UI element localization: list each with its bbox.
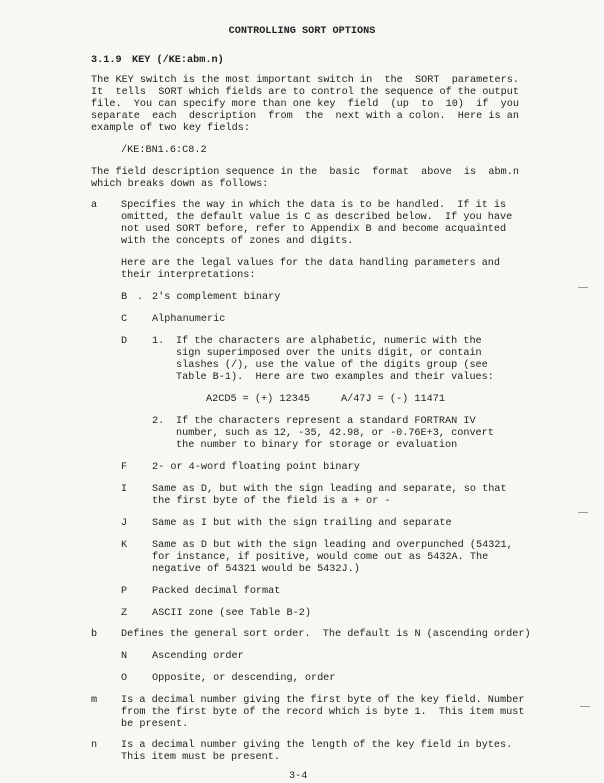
text-line: Table B-1). Here are two examples and their values: — [176, 372, 494, 383]
item-number: 1. — [152, 336, 165, 347]
text-line: for instance, if positive, would come out as 5432A. The — [152, 552, 489, 563]
value-code: C — [121, 314, 128, 325]
example-value: A2CD5 = (+) 12345 — [206, 394, 310, 405]
value-code: O — [121, 673, 128, 684]
text-line: Is a decimal number giving the length of the key field in bytes. — [121, 740, 513, 751]
text-line: sign superimposed over the units digit, or contain — [176, 348, 482, 359]
value-code: J — [121, 518, 128, 529]
text-line: from the first byte of the record which is byte 1. This item must — [121, 707, 525, 718]
value-code: P — [121, 586, 128, 597]
text-line: Here are the legal values for the data handling parameters and — [121, 258, 501, 269]
text-line: Defines the general sort order. The default is N (ascending order) — [121, 629, 531, 640]
scan-mark — [578, 287, 588, 288]
text-line: negative of 54321 would be 5432J.) — [152, 564, 360, 575]
text-line: This item must be present. — [121, 752, 280, 763]
text-line: example of two key fields: — [91, 123, 250, 134]
example-value: A/47J = (-) 11471 — [341, 394, 445, 405]
value-text: 2- or 4-word floating point binary — [152, 462, 360, 473]
text-line: If the characters represent a standard FORTRAN IV — [176, 416, 476, 427]
text-line: with the concepts of zones and digits. — [121, 236, 354, 247]
value-code: Z — [121, 608, 128, 619]
value-text: ASCII zone (see Table B-2) — [152, 608, 311, 619]
text-line: be present. — [121, 719, 189, 730]
section-number: 3.1.9 — [91, 55, 122, 66]
example-code: /KE:BN1.6:C8.2 — [121, 145, 207, 156]
text-line: If the characters are alphabetic, numeric with the — [176, 336, 482, 347]
item-number: 2. — [152, 416, 165, 427]
text-line: the first byte of the field is a + or - — [152, 496, 391, 507]
text-line: The KEY switch is the most important switch in the SORT parameters. — [91, 75, 519, 86]
text-line: Is a decimal number giving the first byte of the key field. Number — [121, 695, 525, 706]
value-code: F — [121, 462, 128, 473]
value-text: Opposite, or descending, order — [152, 673, 336, 684]
param-label: a — [91, 200, 98, 211]
text-line: Same as D, but with the sign leading and separate, so that — [152, 484, 507, 495]
value-text: Same as I but with the sign trailing and separate — [152, 518, 452, 529]
value-text: Ascending order — [152, 651, 244, 662]
page-number: 3-4 — [289, 771, 308, 782]
value-text: Packed decimal format — [152, 586, 281, 597]
param-label: n — [91, 740, 98, 751]
value-text: 2's complement binary — [152, 292, 281, 303]
param-label: m — [91, 695, 98, 706]
text-line: their interpretations: — [121, 270, 256, 281]
page-title: CONTROLLING SORT OPTIONS — [228, 26, 376, 37]
text-line: omitted, the default value is C as described below. If you have — [121, 212, 513, 223]
value-code: D — [121, 336, 128, 347]
text-line: the number to binary for storage or evaluation — [176, 440, 458, 451]
text-line: not used SORT before, refer to Appendix B and become acquainted — [121, 224, 507, 235]
text-line: which breaks down as follows: — [91, 179, 269, 190]
value-dot: . — [137, 292, 144, 303]
text-line: The field description sequence in the basic format above is abm.n — [91, 167, 519, 178]
value-code: I — [121, 484, 128, 495]
text-line: number, such as 12, -35, 42.98, or -0.76E+3, convert — [176, 428, 494, 439]
value-code: K — [121, 540, 128, 551]
section-heading: KEY (/KE:abm.n) — [132, 55, 224, 66]
text-line: separate each description from the next with a colon. Here is an — [91, 111, 519, 122]
value-code: N — [121, 651, 128, 662]
scan-mark — [578, 512, 588, 513]
text-line: file. You can specify more than one key field (up to 10) if you — [91, 99, 519, 110]
value-text: Alphanumeric — [152, 314, 226, 325]
text-line: slashes (/), use the value of the digits group (see — [176, 360, 488, 371]
scan-mark — [580, 706, 590, 707]
text-line: Specifies the way in which the data is to be handled. If it is — [121, 200, 507, 211]
param-label: b — [91, 629, 98, 640]
value-code: B — [121, 292, 128, 303]
text-line: It tells SORT which fields are to control the sequence of the output — [91, 87, 519, 98]
text-line: Same as D but with the sign leading and overpunched (54321, — [152, 540, 513, 551]
